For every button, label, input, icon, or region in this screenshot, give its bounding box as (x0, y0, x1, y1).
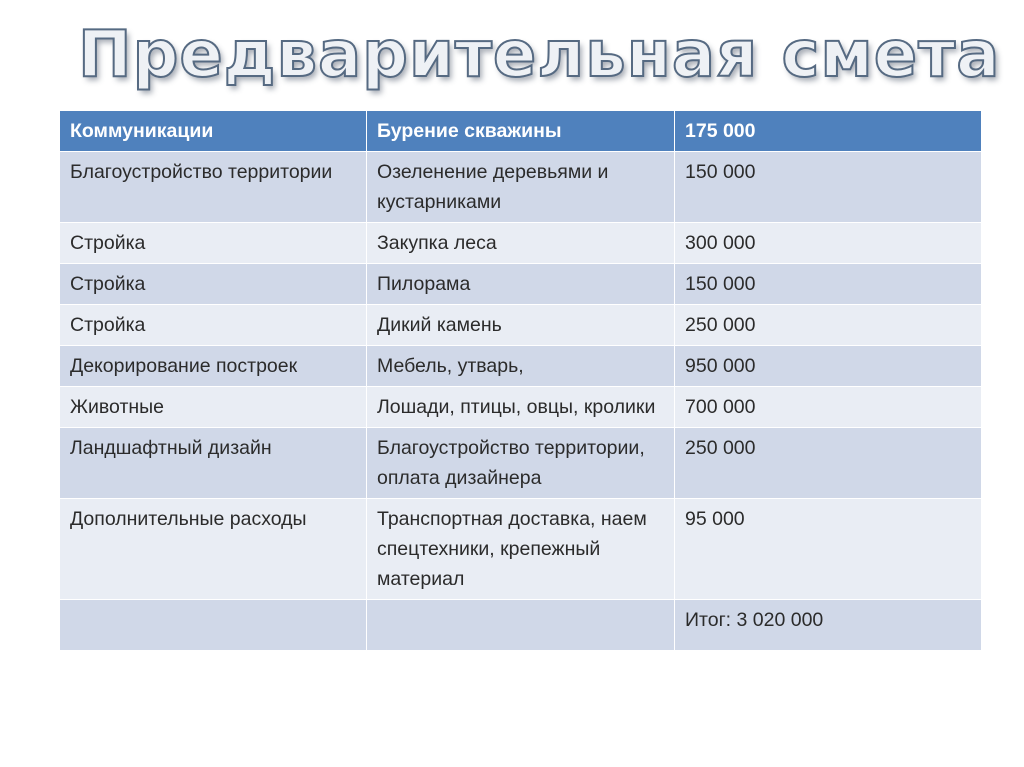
cell-item: Лошади, птицы, овцы, кролики (367, 387, 675, 428)
cell-cost: 250 000 (675, 428, 982, 499)
header-cost: 175 000 (675, 111, 982, 152)
cell-item: Закупка леса (367, 223, 675, 264)
estimate-table (59, 110, 982, 651)
table-row (60, 387, 982, 428)
table-row (60, 499, 982, 600)
cell-item: Благоустройство территории, оплата дизайнера (367, 428, 675, 499)
cell-category: Декорирование построек (60, 346, 367, 387)
cell-category: Стройка (60, 305, 367, 346)
cell-item: Дикий камень (367, 305, 675, 346)
cell-item (367, 600, 675, 651)
cell-category: Стройка (60, 223, 367, 264)
table-row (60, 346, 982, 387)
cell-cost: 700 000 (675, 387, 982, 428)
table-row (60, 305, 982, 346)
cell-item: Мебель, утварь, (367, 346, 675, 387)
cell-cost: 150 000 (675, 264, 982, 305)
cell-category: Благоустройство территории (60, 152, 367, 223)
cell-category: Животные (60, 387, 367, 428)
cell-category: Дополнительные расходы (60, 499, 367, 600)
table-row (60, 223, 982, 264)
table-total-row (60, 600, 982, 651)
total-cost: Итог: 3 020 000 (675, 600, 982, 651)
table-row (60, 428, 982, 499)
cell-item: Пилорама (367, 264, 675, 305)
cell-category: Ландшафтный дизайн (60, 428, 367, 499)
cell-category: Стройка (60, 264, 367, 305)
cell-cost: 95 000 (675, 499, 982, 600)
cell-item: Транспортная доставка, наем спецтехники, крепежный материал (367, 499, 675, 600)
cell-category (60, 600, 367, 651)
table-row (60, 264, 982, 305)
table-row (60, 152, 982, 223)
table-header-row (60, 111, 982, 152)
cell-item: Озеленение деревьями и кустарниками (367, 152, 675, 223)
slide-title: Предварительная смета (78, 18, 1001, 92)
cell-cost: 950 000 (675, 346, 982, 387)
cell-cost: 250 000 (675, 305, 982, 346)
header-category: Коммуникации (60, 111, 367, 152)
header-item: Бурение скважины (367, 111, 675, 152)
cell-cost: 150 000 (675, 152, 982, 223)
cell-cost: 300 000 (675, 223, 982, 264)
